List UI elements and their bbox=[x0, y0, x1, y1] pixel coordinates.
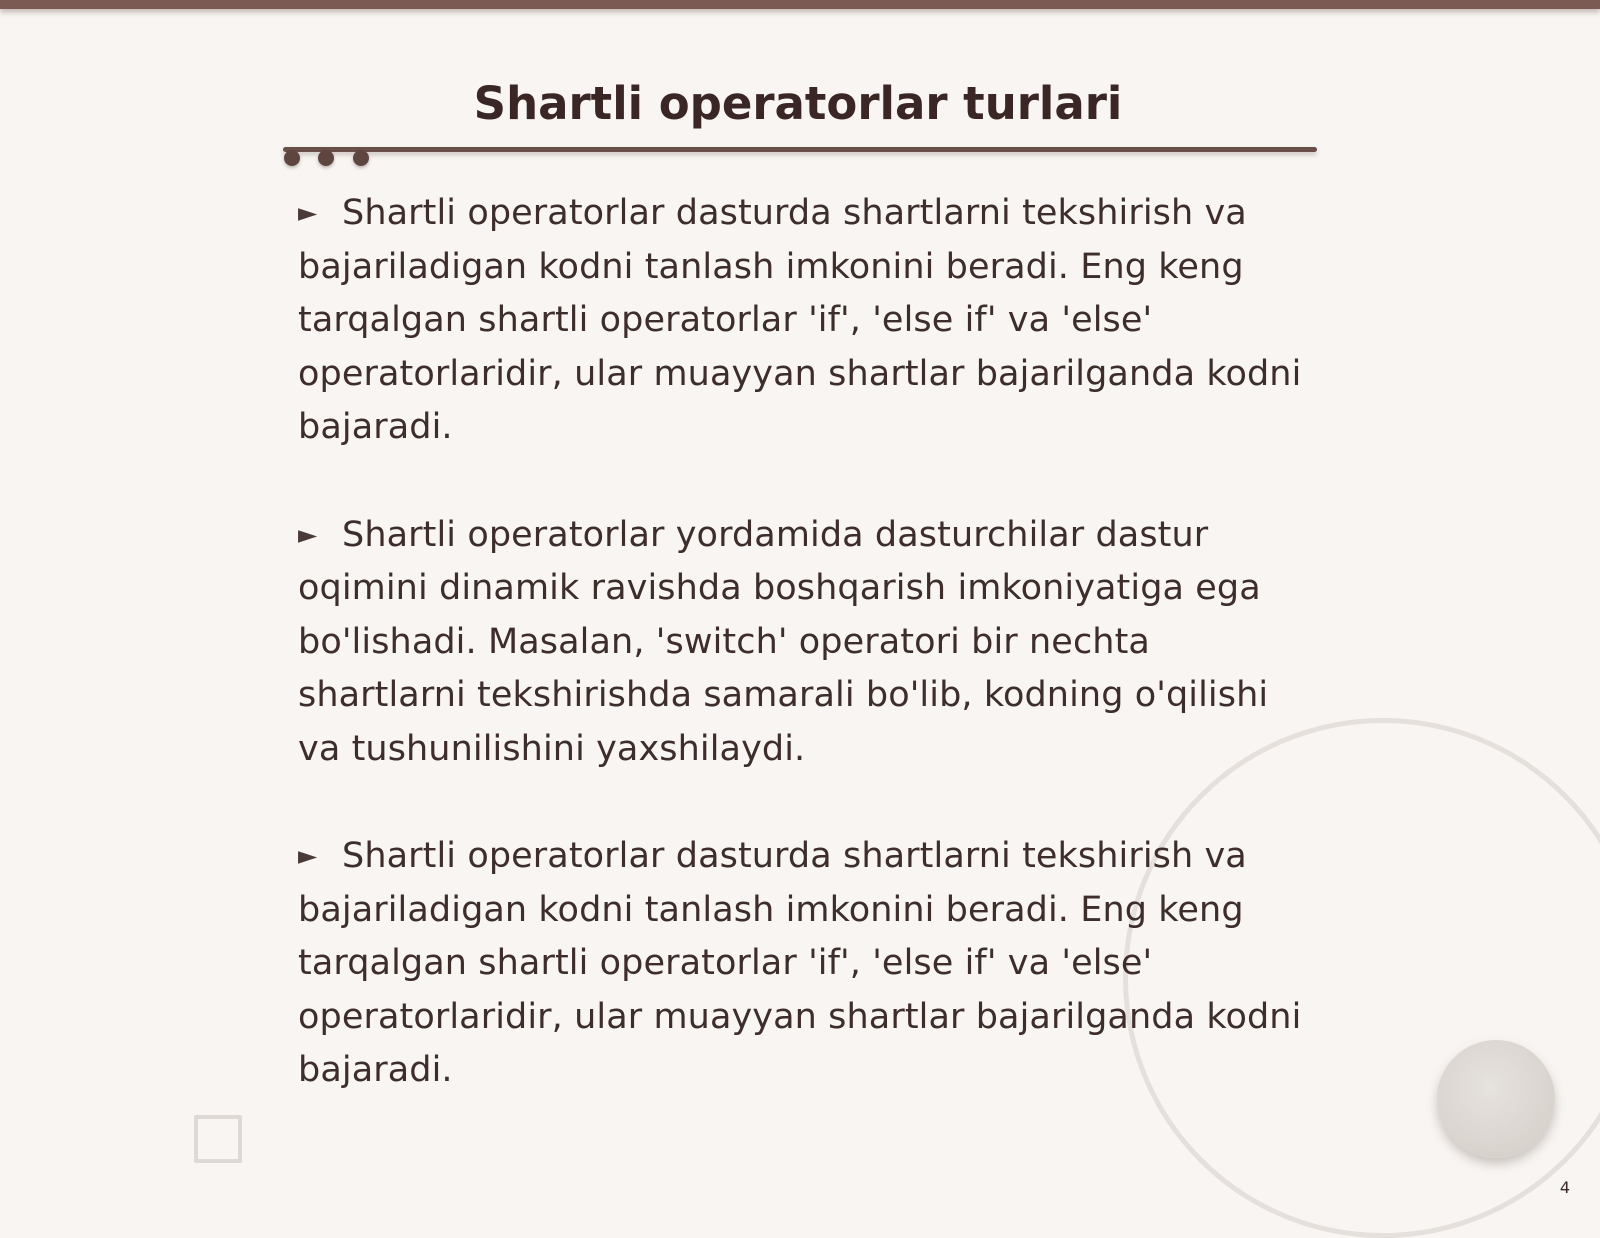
decorative-disc bbox=[1437, 1040, 1555, 1158]
bullet-list bbox=[298, 186, 1308, 1151]
page-number: 4 bbox=[1559, 1178, 1570, 1197]
bullet-item-3 bbox=[298, 829, 1308, 1098]
bullet-arrow-icon: ► bbox=[298, 198, 318, 227]
title-underline bbox=[283, 147, 1317, 152]
slide-title: Shartli operatorlar turlari bbox=[473, 77, 1123, 130]
bullet-arrow-icon: ► bbox=[298, 519, 318, 549]
bullet-arrow-icon: ► bbox=[298, 841, 318, 870]
bullet-text-1: Shartli operatorlar dasturda shartlarni tekshirish va bajariladigan kodni tanlash imkonini beradi. Eng keng tarqalgan shartli operatorlar 'if', 'else if' va 'else' operatorlaridir, ular muayyan shartlar bajarilganda kodni bajaradi. bbox=[298, 193, 1302, 447]
decorative-dot-2 bbox=[318, 150, 334, 166]
decorative-dot-3 bbox=[353, 150, 369, 166]
top-accent-band bbox=[0, 0, 1600, 9]
bullet-text-3: Shartli operatorlar dasturda shartlarni tekshirish va bajariladigan kodni tanlash imkonini beradi. Eng keng tarqalgan shartli operatorlar 'if', 'else if' va 'else' operatorlaridir, ular muayyan shartlar bajarilganda kodni bajaradi. bbox=[298, 836, 1302, 1090]
bullet-item-2 bbox=[298, 508, 1308, 777]
bullet-item-1 bbox=[298, 186, 1308, 455]
decorative-dot-1 bbox=[284, 150, 300, 166]
decorative-square bbox=[194, 1115, 242, 1163]
bullet-text-2: Shartli operatorlar yordamida dasturchilar dastur oqimini dinamik ravishda boshqarish imkoniyatiga ega bo'lishadi. Masalan, 'switch' operatori bir nechta shartlarni tekshirishda samarali bo'lib, kodning o'qilishi va tushunilishini yaxshilaydi. bbox=[298, 514, 1269, 769]
